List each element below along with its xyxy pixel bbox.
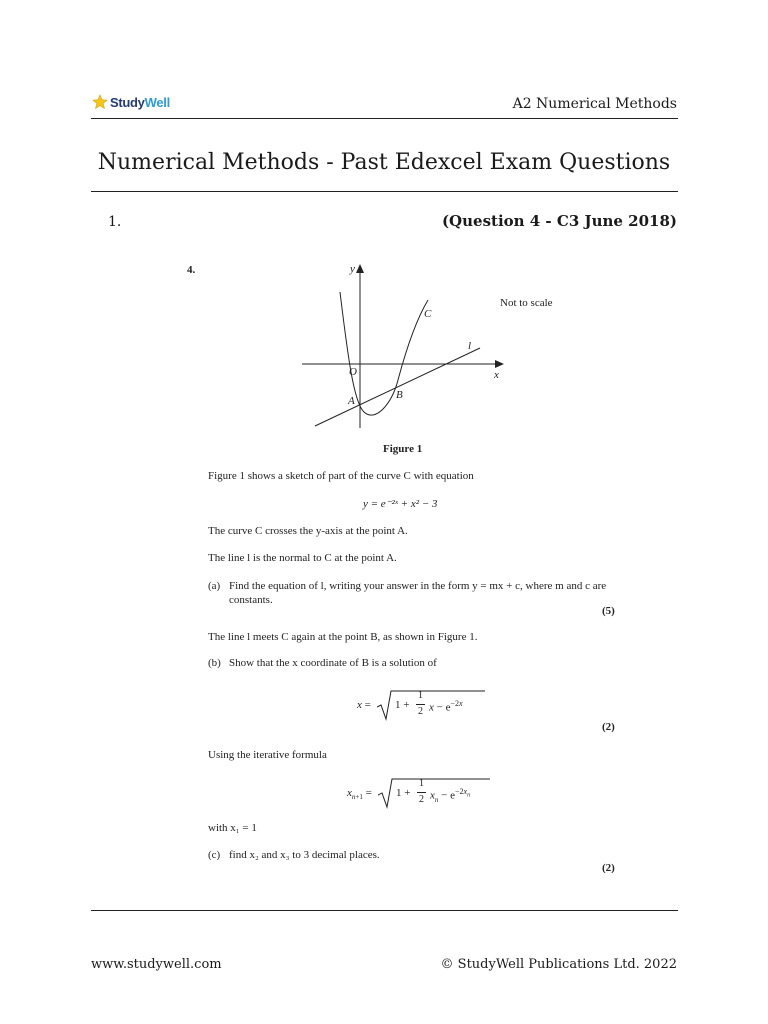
intro-text: Figure 1 shows a sketch of part of the curve C with equation — [208, 470, 474, 482]
normal-line-l — [315, 348, 480, 426]
label-point-a: A — [348, 395, 355, 407]
iterative-formula-text: Using the iterative formula — [208, 749, 327, 761]
figure-1-sketch — [290, 258, 520, 438]
point-b-text: The line l meets C again at the point B, as shown in Figure 1. — [208, 631, 478, 643]
part-b-marks: (2) — [602, 721, 615, 733]
figure-note: Not to scale — [500, 297, 553, 309]
part-a-marks: (5) — [602, 605, 615, 617]
y-axis-arrow — [356, 264, 364, 273]
normal-line-text: The line l is the normal to C at the point A. — [208, 552, 397, 564]
label-y: y — [350, 263, 355, 275]
part-a-label: (a) — [208, 580, 221, 592]
x-axis-arrow — [495, 360, 504, 368]
header-divider — [91, 118, 678, 119]
title-divider — [91, 191, 678, 192]
equation-1: y = e⁻²ˣ + x² − 3 — [363, 498, 438, 510]
initial-value: with x₁ = 1 — [208, 822, 257, 834]
footer-copyright: © StudyWell Publications Ltd. 2022 — [440, 957, 677, 972]
part-a-text: Find the equation of l, writing your answer in the form y = mx + c, where m and c are — [229, 580, 607, 592]
part-b-text: Show that the x coordinate of B is a solution of — [229, 657, 437, 669]
label-x: x — [494, 369, 499, 381]
part-c-marks: (2) — [602, 862, 615, 874]
part-a-text-2: constants. — [229, 594, 273, 606]
part-c-label: (c) — [208, 849, 221, 861]
label-line-l: l — [468, 340, 472, 352]
question-number: 1. — [108, 214, 122, 230]
studywell-logo — [92, 93, 170, 111]
section-title: A2 Numerical Methods — [512, 96, 677, 112]
question-source: (Question 4 - C3 June 2018) — [441, 212, 677, 230]
label-point-b: B — [396, 389, 403, 401]
part-b-label: (b) — [208, 657, 221, 669]
exam-question-number: 4. — [187, 264, 196, 276]
footer-divider — [91, 910, 678, 911]
figure-caption: Figure 1 — [383, 443, 423, 455]
part-c-text: find x₂ and x₃ to 3 decimal places. — [229, 849, 380, 861]
label-origin: O — [349, 366, 357, 378]
star-icon — [92, 94, 108, 110]
equation-2: x = 1 + 1 2 $x - e^{-2x}$ — [357, 689, 497, 729]
page-title: Numerical Methods - Past Edexcel Exam Questions — [97, 150, 671, 175]
label-curve-c: C — [424, 308, 432, 320]
logo-text: StudyWell — [110, 94, 170, 110]
point-a-text: The curve C crosses the y-axis at the point A. — [208, 525, 408, 537]
equation-3: $x_{n+1}$ = 1 + 1 2 $x_n - e^{-2x_n}$ — [347, 777, 507, 817]
footer-website: www.studywell.com — [91, 957, 222, 972]
